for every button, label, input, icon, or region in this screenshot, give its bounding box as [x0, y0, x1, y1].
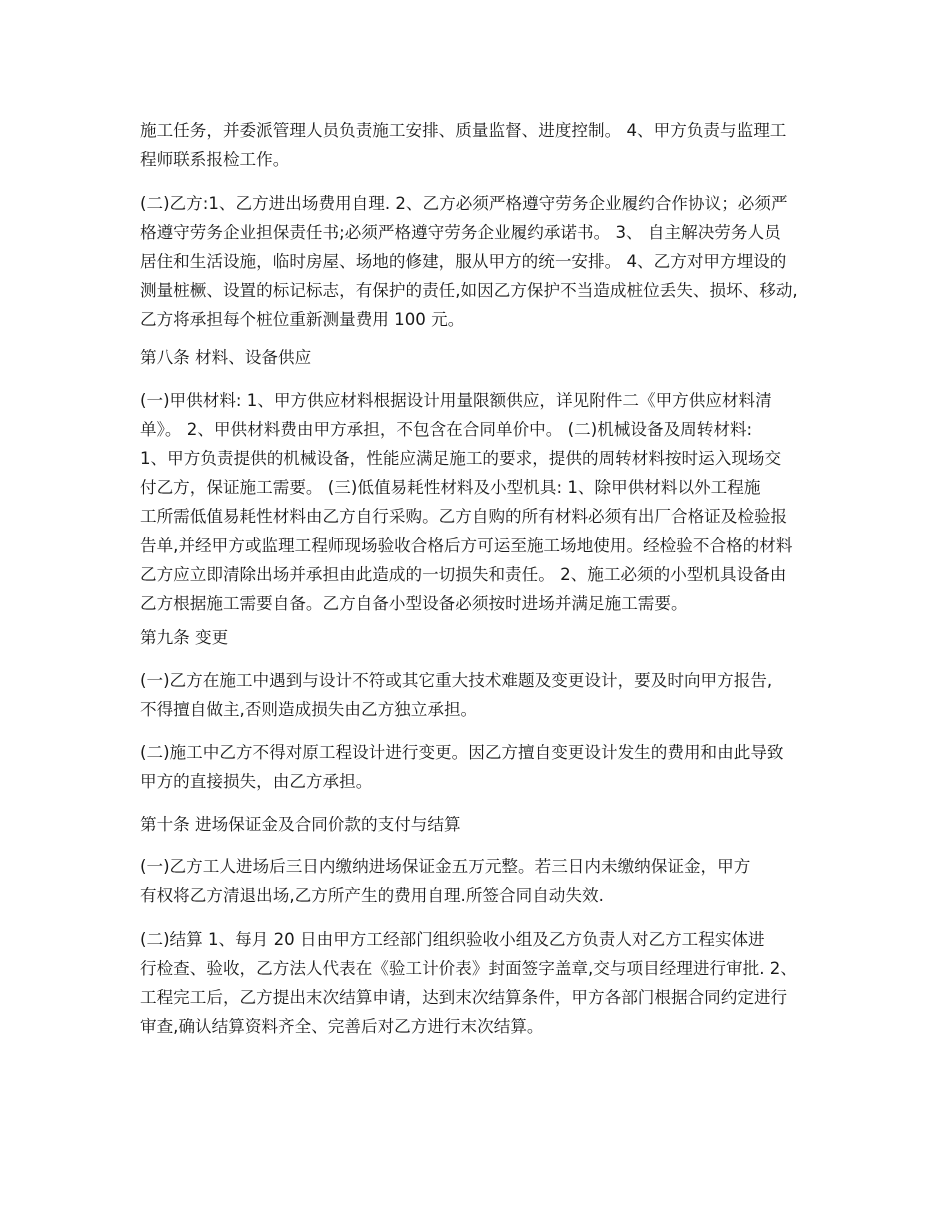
text-line: 甲方的直接损失，由乙方承担。 — [140, 772, 373, 791]
section-heading-article-8 — [140, 343, 830, 372]
paragraph-materials-supply — [140, 386, 830, 618]
paragraph-party-b-duties — [140, 189, 830, 334]
text-line: 工程完工后，乙方提出末次结算申请，达到末次结算条件，甲方各部门根据合同约定进行 — [140, 988, 788, 1007]
text-line: 有权将乙方清退出场,乙方所产生的费用自理.所签合同自动失效. — [140, 886, 604, 905]
text-line: 工所需低值易耗性材料由乙方自行采购。乙方自购的所有材料必须有出厂合格证及检验报 — [140, 507, 788, 526]
text-line: (二)施工中乙方不得对原工程设计进行变更。因乙方擅自变更设计发生的费用和由此导致 — [140, 743, 784, 762]
paragraph-site-management — [140, 116, 830, 174]
text-line: (一)乙方工人进场后三日内缴纳进场保证金五万元整。若三日内未缴纳保证金，甲方 — [140, 857, 751, 876]
heading-text: 第九条 变更 — [140, 628, 229, 647]
text-line: (一)甲供材料: 1、甲方供应材料根据设计用量限额供应，详见附件二《甲方供应材料清 — [140, 391, 772, 410]
paragraph-change-forbidden — [140, 738, 830, 796]
paragraph-change-report — [140, 666, 830, 724]
text-line: 审查,确认结算资料齐全、完善后对乙方进行末次结算。 — [140, 1017, 544, 1036]
text-line: 格遵守劳务企业担保责任书;必须严格遵守劳务企业履约承诺书。 3、 自主解决劳务人员 — [140, 223, 781, 242]
section-heading-article-9 — [140, 623, 830, 652]
heading-text: 第八条 材料、设备供应 — [140, 348, 312, 367]
text-line: 单》。 2、甲供材料费由甲方承担，不包含在合同单价中。 (二)机械设备及周转材料: — [140, 420, 753, 439]
text-line: 不得擅自做主,否则造成损失由乙方独立承担。 — [140, 700, 478, 719]
text-line: 测量桩橛、设置的标记标志，有保护的责任,如因乙方保护不当造成桩位丢失、损坏、移动, — [140, 281, 798, 300]
text-line: 行检查、验收，乙方法人代表在《验工计价表》封面签字盖章,交与项目经理进行审批. 2、 — [140, 959, 797, 978]
text-line: 告单,并经甲方或监理工程师现场验收合格后方可运至施工场地使用。经检验不合格的材料 — [140, 536, 793, 555]
text-line: 1、甲方负责提供的机械设备，性能应满足施工的要求，提供的周转材料按时运入现场交 — [140, 449, 782, 468]
heading-text: 第十条 进场保证金及合同价款的支付与结算 — [140, 815, 461, 834]
text-line: (二)结算 1、每月 20 日由甲方工经部门组织验收小组及乙方负责人对乙方工程实体进 — [140, 930, 765, 949]
text-line: 付乙方，保证施工需要。 (三)低值易耗性材料及小型机具: 1、除甲供材料以外工程施 — [140, 478, 761, 497]
text-line: 乙方将承担每个桩位重新测量费用 100 元。 — [140, 310, 465, 329]
text-line: 程师联系报检工作。 — [140, 150, 290, 169]
text-line: (一)乙方在施工中遇到与设计不符或其它重大技术难题及变更设计，要及时向甲方报告, — [140, 671, 773, 690]
paragraph-settlement — [140, 925, 830, 1041]
text-line: 居住和生活设施，临时房屋、场地的修建，服从甲方的统一安排。 4、乙方对甲方埋设的 — [140, 252, 787, 271]
text-line: 乙方根据施工需要自备。乙方自备小型设备必须按时进场并满足施工需要。 — [140, 594, 688, 613]
text-line: 施工任务，并委派管理人员负责施工安排、质量监督、进度控制。 4、甲方负责与监理工 — [140, 121, 787, 140]
text-line: (二)乙方:1、乙方进出场费用自理. 2、乙方必须严格遵守劳务企业履约合作协议；必须严 — [140, 194, 788, 213]
paragraph-deposit — [140, 852, 830, 910]
section-heading-article-10 — [140, 810, 830, 839]
text-line: 乙方应立即清除出场并承担由此造成的一切损失和责任。 2、施工必须的小型机具设备由 — [140, 565, 787, 584]
